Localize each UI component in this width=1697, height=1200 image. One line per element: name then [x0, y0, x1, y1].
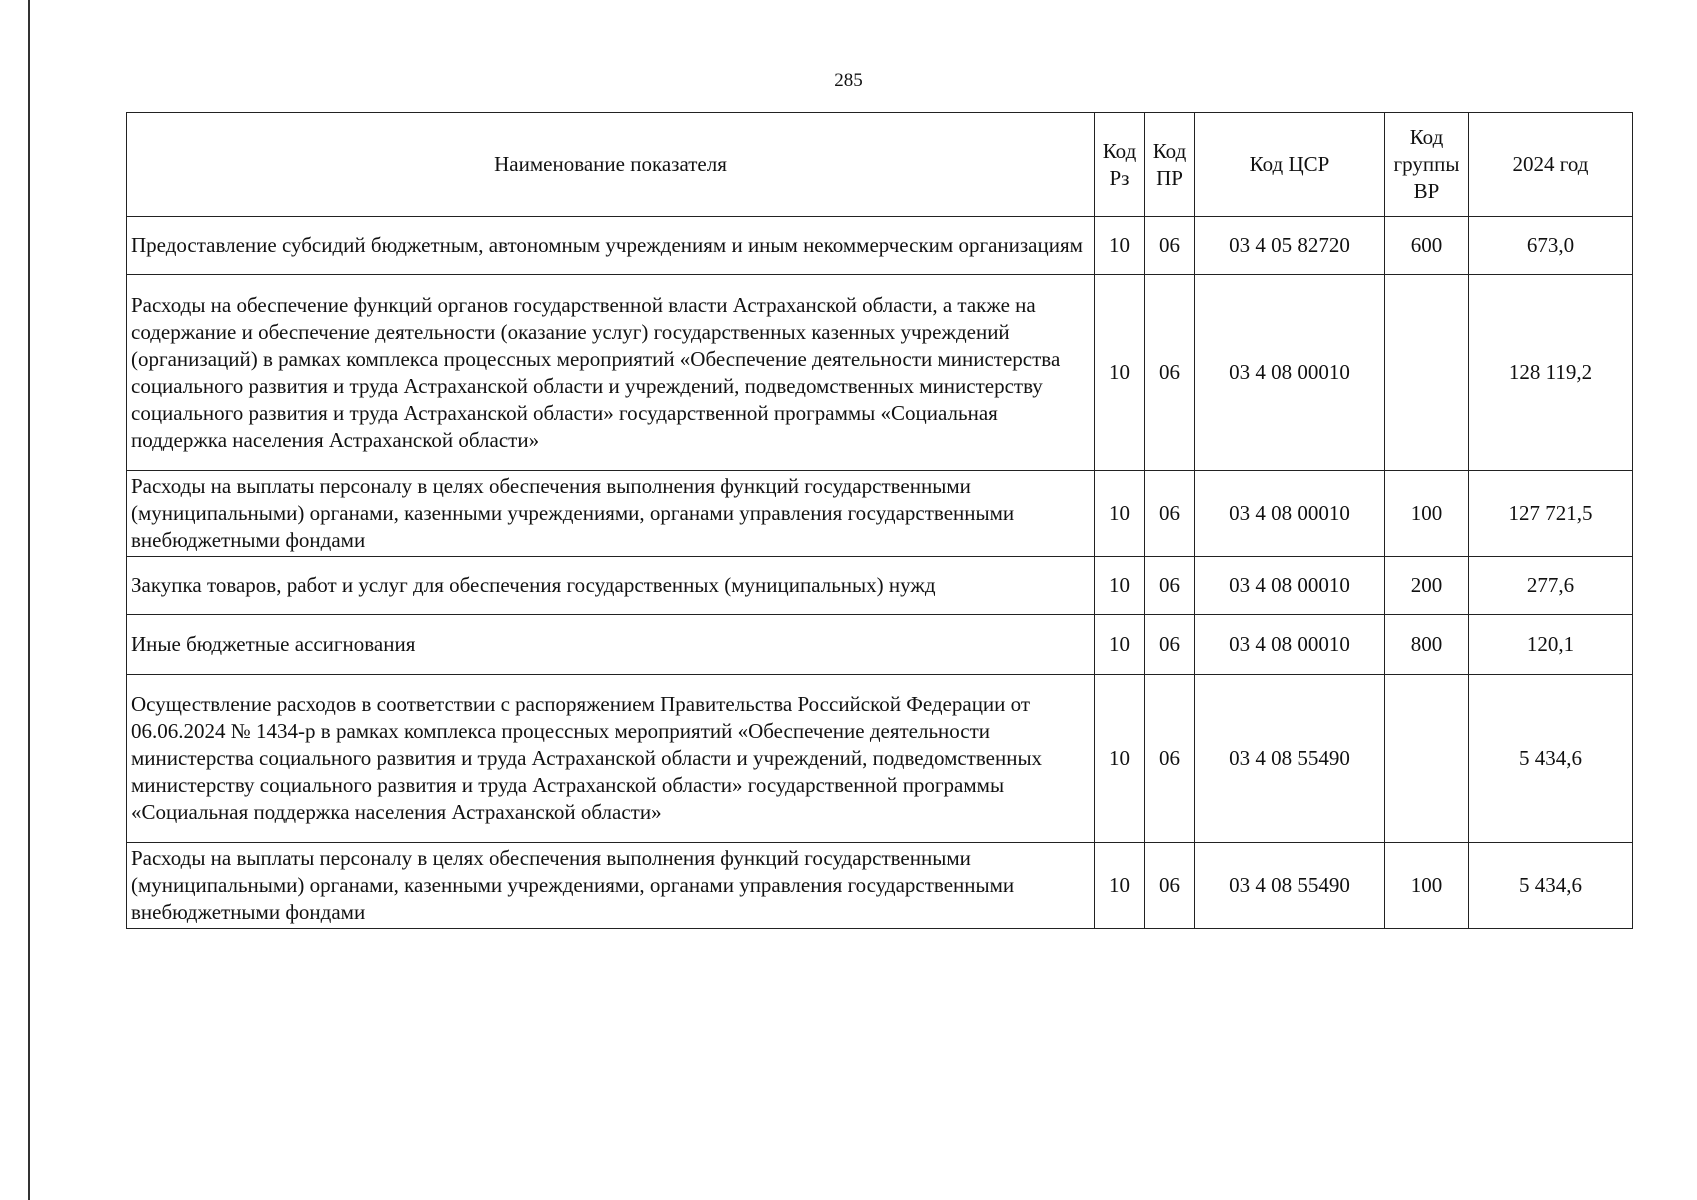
- row-rz: 10: [1095, 557, 1145, 615]
- row-vr: 200: [1385, 557, 1469, 615]
- table-row: [127, 843, 1633, 929]
- row-vr: 600: [1385, 217, 1469, 275]
- header-rz: Код Рз: [1095, 113, 1145, 217]
- table-row: [127, 675, 1633, 843]
- row-csr: 03 4 05 82720: [1195, 217, 1385, 275]
- row-name: Расходы на выплаты персоналу в целях обеспечения выполнения функций государственными (муниципальными) органами, казенными учреждениями, органами управления государственными внебюджетными фондами: [127, 843, 1095, 929]
- row-vr: 100: [1385, 471, 1469, 557]
- row-csr: 03 4 08 00010: [1195, 471, 1385, 557]
- header-2024: 2024 год: [1469, 113, 1633, 217]
- row-rz: 10: [1095, 615, 1145, 675]
- row-vr: 100: [1385, 843, 1469, 929]
- row-amount: 5 434,6: [1469, 843, 1633, 929]
- row-amount: 127 721,5: [1469, 471, 1633, 557]
- row-name: Осуществление расходов в соответствии с распоряжением Правительства Российской Федерации от 06.06.2024 № 1434-р в рамках комплекса процессных мероприятий «Обеспечение деятельности министерства социального развития и труда Астраханской области и учреждений, подведомственных министерству социального развития и труда Астраханской области» государственной программы «Социальная поддержка населения Астраханской области»: [127, 675, 1095, 843]
- row-amount: 673,0: [1469, 217, 1633, 275]
- row-vr: [1385, 275, 1469, 471]
- table-row: [127, 557, 1633, 615]
- row-pr: 06: [1145, 275, 1195, 471]
- row-rz: 10: [1095, 471, 1145, 557]
- row-csr: 03 4 08 55490: [1195, 675, 1385, 843]
- row-rz: 10: [1095, 675, 1145, 843]
- row-pr: 06: [1145, 471, 1195, 557]
- row-pr: 06: [1145, 843, 1195, 929]
- row-name: Расходы на обеспечение функций органов государственной власти Астраханской области, а также на содержание и обеспечение деятельности (оказание услуг) государственных казенных учреждений (организаций) в рамках комплекса процессных мероприятий «Обеспечение деятельности министерства социального развития и труда Астраханской области и учреждений, подведомственных министерству социального развития и труда Астраханской области» государственной программы «Социальная поддержка населения Астраханской области»: [127, 275, 1095, 471]
- header-csr: Код ЦСР: [1195, 113, 1385, 217]
- row-vr: 800: [1385, 615, 1469, 675]
- row-amount: 120,1: [1469, 615, 1633, 675]
- row-name: Закупка товаров, работ и услуг для обеспечения государственных (муниципальных) нужд: [127, 557, 1095, 615]
- row-name: Иные бюджетные ассигнования: [127, 615, 1095, 675]
- row-csr: 03 4 08 55490: [1195, 843, 1385, 929]
- header-vr: Код группы ВР: [1385, 113, 1469, 217]
- row-rz: 10: [1095, 275, 1145, 471]
- scan-edge-line: [28, 0, 30, 1200]
- row-amount: 5 434,6: [1469, 675, 1633, 843]
- table-row: [127, 275, 1633, 471]
- row-amount: 277,6: [1469, 557, 1633, 615]
- row-pr: 06: [1145, 557, 1195, 615]
- row-pr: 06: [1145, 675, 1195, 843]
- row-csr: 03 4 08 00010: [1195, 275, 1385, 471]
- table-row: [127, 217, 1633, 275]
- row-pr: 06: [1145, 615, 1195, 675]
- row-pr: 06: [1145, 217, 1195, 275]
- row-name: Расходы на выплаты персоналу в целях обеспечения выполнения функций государственными (муниципальными) органами, казенными учреждениями, органами управления государственными внебюджетными фондами: [127, 471, 1095, 557]
- row-csr: 03 4 08 00010: [1195, 557, 1385, 615]
- table-header-row: [127, 113, 1633, 217]
- row-name: Предоставление субсидий бюджетным, автономным учреждениям и иным некоммерческим организациям: [127, 217, 1095, 275]
- table-row: [127, 615, 1633, 675]
- page-number: 285: [834, 70, 863, 91]
- row-amount: 128 119,2: [1469, 275, 1633, 471]
- budget-table: [126, 112, 1633, 929]
- row-rz: 10: [1095, 843, 1145, 929]
- row-rz: 10: [1095, 217, 1145, 275]
- header-pr: Код ПР: [1145, 113, 1195, 217]
- row-csr: 03 4 08 00010: [1195, 615, 1385, 675]
- header-name: Наименование показателя: [127, 113, 1095, 217]
- row-vr: [1385, 675, 1469, 843]
- table-row: [127, 471, 1633, 557]
